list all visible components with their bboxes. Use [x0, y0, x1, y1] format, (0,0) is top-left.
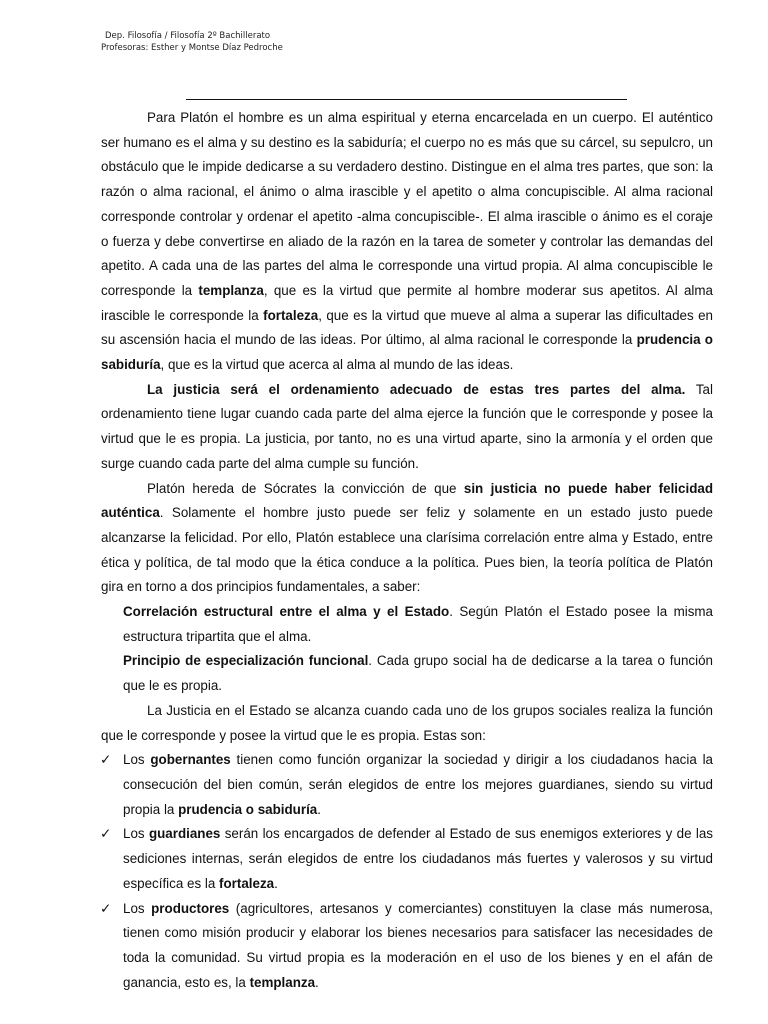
- header-teachers: Profesoras: Esther y Montse Díaz Pedroche: [101, 43, 283, 53]
- list-item: ✓ Los guardianes serán los encargados de defender al Estado de sus enemigos exteriores y de las sediciones internas, serán elegidos de entre los ciudadanos más fuertes y valerosos y su virtud específica es la fortaleza.: [101, 822, 713, 896]
- list-item: Principio de especialización funcional. Cada grupo social ha de dedicarse a la tarea o función que le es propia.: [123, 653, 713, 694]
- header-department: Dep. Filosofía / Filosofía 2º Bachillerato: [105, 31, 271, 41]
- page-header: [101, 30, 283, 54]
- list-item: ✓ Los productores (agricultores, artesanos y comerciantes) constituyen la clase más numerosa, tienen como misión producir y elaborar los bienes necesarios para satisfacer las necesidades de toda la comunidad. Su virtud propia es la moderación en el uso de los bienes y en el afán de ganancia, esto es, la templanza.: [101, 897, 713, 996]
- paragraph-state-justice: La Justicia en el Estado se alcanza cuando cada uno de los grupos sociales realiza la función que le corresponde y posee la virtud que le es propia. Estas son:: [101, 702, 713, 743]
- paragraph-happiness: Platón hereda de Sócrates la convicción de que sin justicia no puede haber felicidad auténtica. Solamente el hombre justo puede ser feliz y solamente en un estado justo puede alcanzarse la felicidad. Por ello, Platón establece una clarísima correlación entre alma y Estado, entre ética y política, de tal modo que la ética conduce a la política. Pues bien, la teoría política de Platón gira en torno a dos principios fundamentales, a saber:: [101, 480, 713, 595]
- document-body: [101, 106, 713, 995]
- paragraph-justice: La justicia será el ordenamiento adecuado de estas tres partes del alma. Tal ordenamiento tiene lugar cuando cada parte del alma ejerce la función que le corresponde y posee la virtud que le es propia. La justicia, por tanto, no es una virtud aparte, sino la armonía y el orden que surge cuando cada parte del alma cumple su función.: [101, 381, 713, 471]
- list-item: Correlación estructural entre el alma y el Estado. Según Platón el Estado posee la misma estructura tripartita que el alma.: [123, 604, 713, 644]
- header-divider: [186, 99, 627, 100]
- check-mark-icon: ✓: [100, 900, 112, 916]
- paragraph-soul-parts: Para Platón el hombre es un alma espiritual y eterna encarcelada en un cuerpo. El auténtico ser humano es el alma y su destino es la sabiduría; el cuerpo no es más que su cárcel, su sepulcro, un obstáculo que le impide dedicarse a su verdadero destino. Distingue en el alma tres partes, que son: la razón o alma racional, el ánimo o alma irascible y el apetito o alma concupiscible. Al alma racional corresponde controlar y ordenar el apetito -alma concupiscible-. El alma irascible o ánimo es el coraje o fuerza y debe convertirse en aliado de la razón en la tarea de someter y controlar las demandas del apetito. A cada una de las partes del alma le corresponde una virtud propia. Al alma concupiscible le corresponde la templanza, que es la virtud que permite al hombre moderar sus apetitos. Al alma irascible le corresponde la fortaleza, que es la virtud que mueve al alma a superar las dificultades en su ascensión hacia el mundo de las ideas. Por último, al alma racional le corresponde la prudencia o sabiduría, que es la virtud que acerca al alma al mundo de las ideas.: [101, 110, 713, 373]
- check-mark-icon: ✓: [100, 826, 112, 842]
- list-item: ✓ Los gobernantes tienen como función organizar la sociedad y dirigir a los ciudadanos hacia la consecución del bien común, serán elegidos de entre los mejores guardianes, siendo su virtud propia la prudencia o sabiduría.: [101, 748, 713, 822]
- check-mark-icon: ✓: [100, 752, 112, 768]
